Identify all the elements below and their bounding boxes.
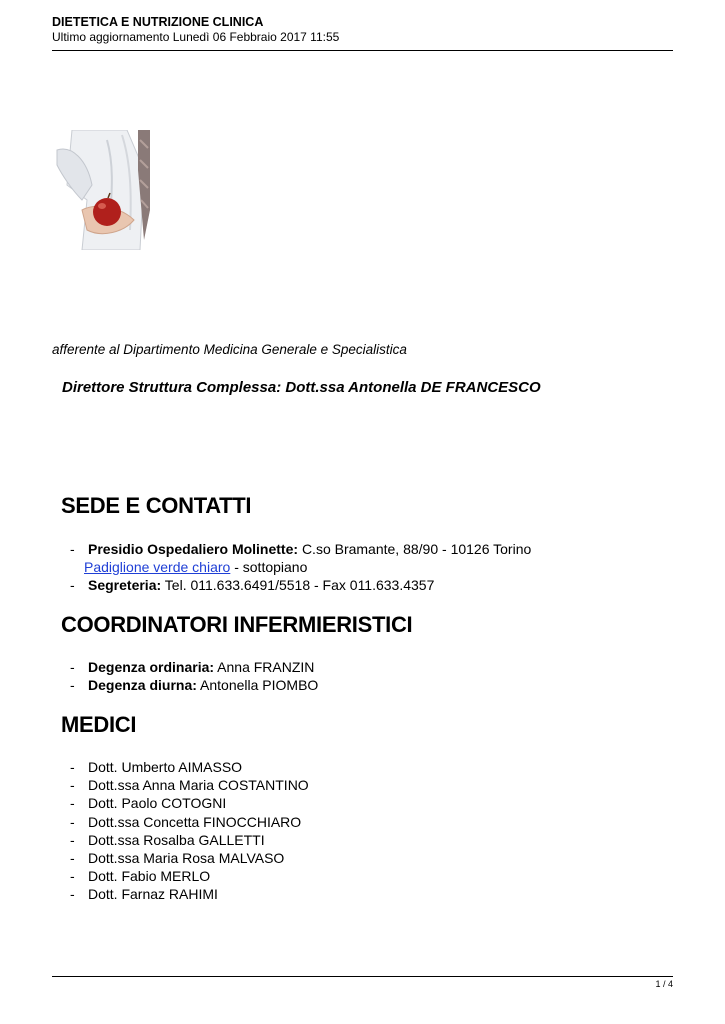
section-title-medici: MEDICI xyxy=(61,712,137,737)
page-number: 1 / 4 xyxy=(655,979,673,989)
list-item: - Dott. Fabio MERLO xyxy=(70,868,211,885)
padiglione-suffix: - sottopiano xyxy=(230,559,308,576)
padiglione-link[interactable]: Padiglione verde chiaro xyxy=(84,559,231,576)
segreteria-label: Segreteria: xyxy=(88,577,162,594)
medico-name: Dott.ssa Concetta FINOCCHIARO xyxy=(88,813,302,830)
list-item: - Segreteria: Tel. 011.633.6491/5518 - Fax 011.633.4357 xyxy=(70,577,435,594)
list-item: - Presidio Ospedaliero Molinette: C.so Bramante, 88/90 - 10126 Torino xyxy=(70,541,532,557)
coordinatore-name: Antonella PIOMBO xyxy=(200,677,319,694)
coordinatore-name: Anna FRANZIN xyxy=(217,659,315,675)
director-name: Direttore Struttura Complessa: Dott.ssa Antonella DE FRANCESCO xyxy=(62,379,541,396)
coordinatore-label: Degenza ordinaria: xyxy=(88,659,215,675)
section-title-coordinatori: COORDINATORI INFERMIERISTICI xyxy=(61,612,413,637)
presidio-value: C.so Bramante, 88/90 - 10126 Torino xyxy=(301,541,532,557)
section-title-sede: SEDE E CONTATTI xyxy=(61,493,252,518)
sede-list xyxy=(70,540,531,595)
medico-name: Dott. Fabio MERLO xyxy=(88,868,211,885)
medici-list xyxy=(70,758,309,904)
medico-name: Dott.ssa Maria Rosa MALVASO xyxy=(88,850,285,867)
list-item xyxy=(70,558,531,576)
presidio-label: Presidio Ospedaliero Molinette: xyxy=(88,541,299,557)
list-item: - Dott.ssa Rosalba GALLETTI xyxy=(70,831,265,848)
department-affiliation: afferente al Dipartimento Medicina Generale e Specialistica xyxy=(52,342,407,357)
page-header xyxy=(52,14,673,45)
list-item: - Dott. Umberto AIMASSO xyxy=(70,759,243,775)
list-item: - Dott. Paolo COTOGNI xyxy=(70,795,227,812)
list-item: - Dott.ssa Concetta FINOCCHIARO xyxy=(70,813,302,830)
header-title: DIETETICA E NUTRIZIONE CLINICA xyxy=(52,15,264,29)
header-updated: Ultimo aggiornamento Lunedì 06 Febbraio 2017 11:55 xyxy=(52,30,340,44)
doctor-apple-image xyxy=(52,130,150,250)
header-divider xyxy=(52,50,673,51)
coordinatore-label: Degenza diurna: xyxy=(88,677,197,694)
medico-name: Dott. Farnaz RAHIMI xyxy=(88,886,218,903)
footer-divider xyxy=(52,976,673,977)
list-item: - Degenza diurna: Antonella PIOMBO xyxy=(70,677,319,694)
list-item: - Degenza ordinaria: Anna FRANZIN xyxy=(70,659,315,675)
segreteria-value: Tel. 011.633.6491/5518 - Fax 011.633.4357 xyxy=(164,577,435,594)
medico-name: Dott.ssa Rosalba GALLETTI xyxy=(88,831,265,848)
list-item: - Dott. Farnaz RAHIMI xyxy=(70,886,218,903)
medico-name: Dott. Umberto AIMASSO xyxy=(88,759,243,775)
list-item: - Dott.ssa Anna Maria COSTANTINO xyxy=(70,777,309,794)
list-item: - Dott.ssa Maria Rosa MALVASO xyxy=(70,850,285,867)
medico-name: Dott. Paolo COTOGNI xyxy=(88,795,227,812)
medico-name: Dott.ssa Anna Maria COSTANTINO xyxy=(88,777,309,794)
coordinatori-list xyxy=(70,658,318,694)
